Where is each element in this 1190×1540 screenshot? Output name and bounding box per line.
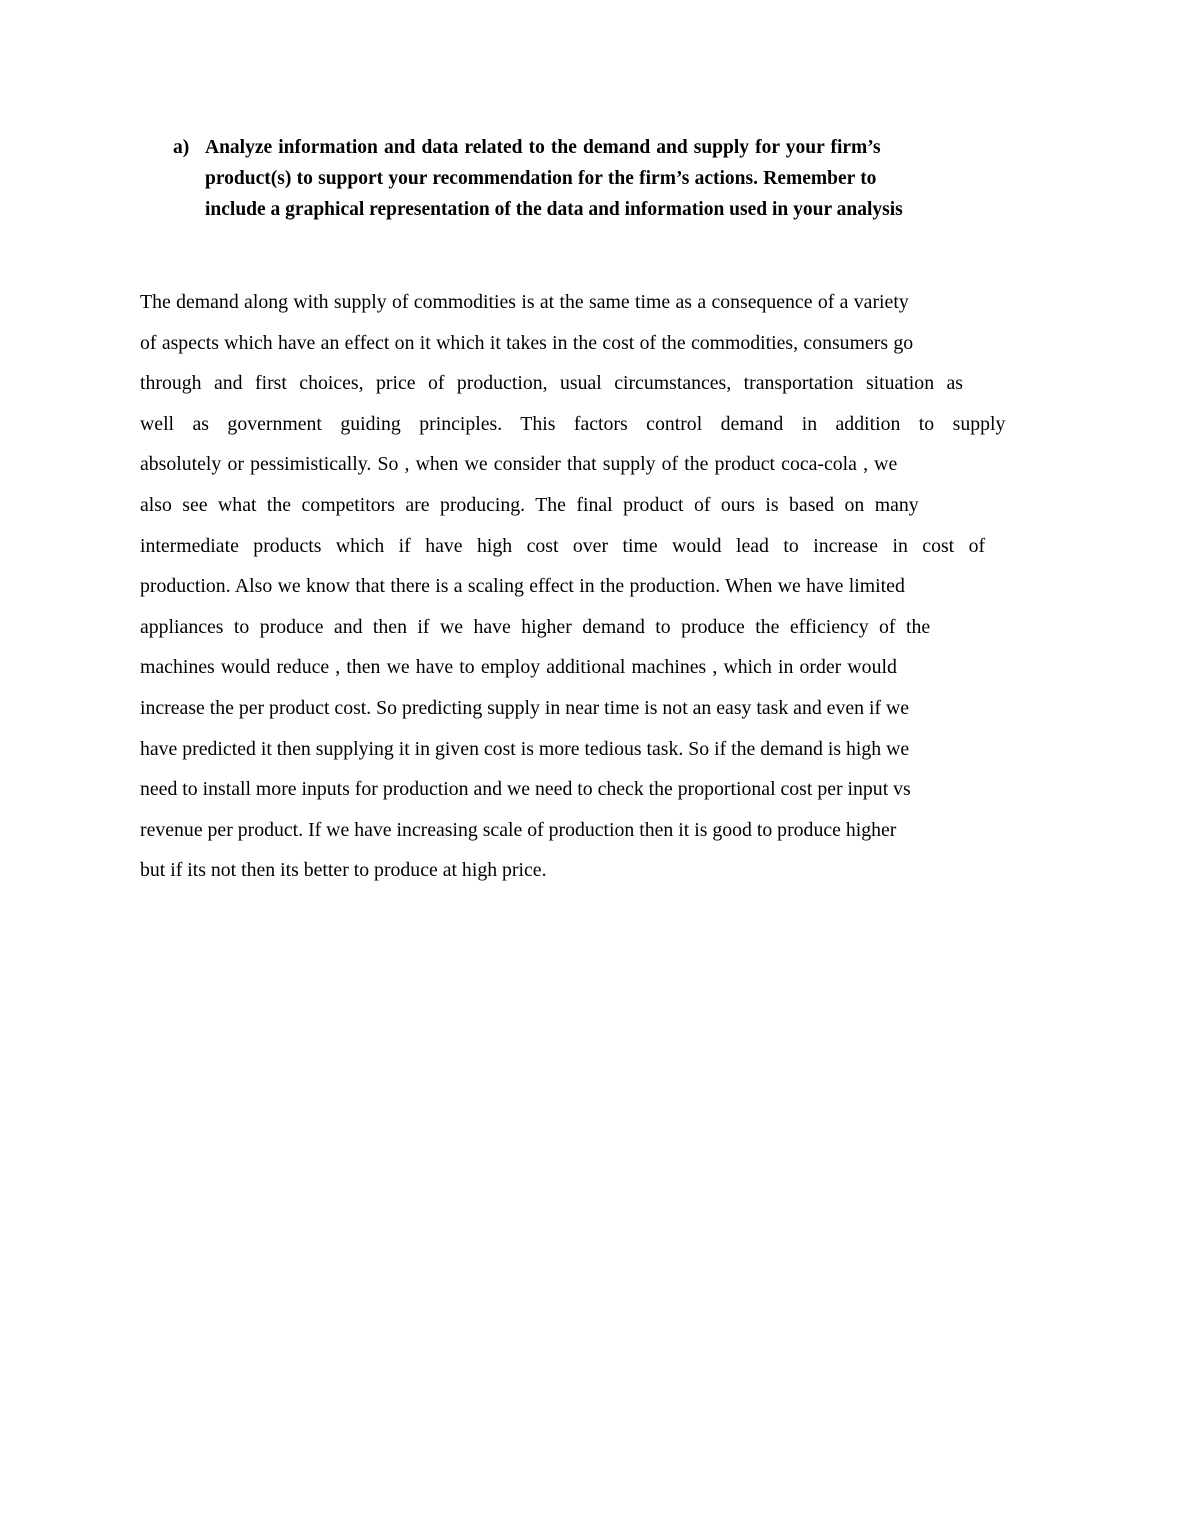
paragraph-line: machines would reduce , then we have to employ additional machines , which in order would — [140, 656, 897, 679]
paragraph-line: revenue per product. If we have increasing scale of production then it is good to produce higher — [140, 818, 897, 841]
heading-line: product(s) to support your recommendation for the firm’s actions. Remember to — [205, 168, 877, 189]
paragraph-line: production. Also we know that there is a scaling effect in the production. When we have limited — [140, 575, 905, 598]
paragraph-line: but if its not then its better to produce at high price. — [140, 859, 547, 882]
paragraph-line: well as government guiding principles. This factors control demand in addition to supply — [140, 412, 1006, 435]
paragraph-line: have predicted it then supplying it in given cost is more tedious task. So if the demand is high we — [140, 737, 910, 760]
list-item-text — [205, 132, 1048, 225]
paragraph-line: appliances to produce and then if we have higher demand to produce the efficiency of the — [140, 615, 931, 638]
paragraph-line: intermediate products which if have high cost over time would lead to increase in cost of — [140, 534, 986, 557]
paragraph-line: increase the per product cost. So predicting supply in near time is not an easy task and even if we — [140, 696, 910, 719]
paragraph-line: need to install more inputs for production and we need to check the proportional cost per input vs — [140, 778, 911, 801]
list-item — [173, 132, 1050, 225]
heading-line: Analyze information and data related to the demand and supply for your firm’s — [205, 137, 881, 158]
heading-line: include a graphical representation of the data and information used in your analysis — [205, 199, 903, 220]
paragraph-line: The demand along with supply of commodities is at the same time as a consequence of a variety — [140, 291, 909, 313]
paragraph-line: of aspects which have an effect on it which it takes in the cost of the commodities, consumers go — [140, 331, 914, 354]
paragraph-line: absolutely or pessimistically. So , when we consider that supply of the product coca-cola , we — [140, 453, 898, 476]
body-paragraph — [140, 282, 1050, 891]
paragraph-line: also see what the competitors are producing. The final product of ours is based on many — [140, 493, 919, 516]
document-content — [140, 132, 1050, 891]
paragraph-line: through and first choices, price of production, usual circumstances, transportation situation as — [140, 372, 964, 395]
list-item-marker: a) — [173, 137, 190, 158]
